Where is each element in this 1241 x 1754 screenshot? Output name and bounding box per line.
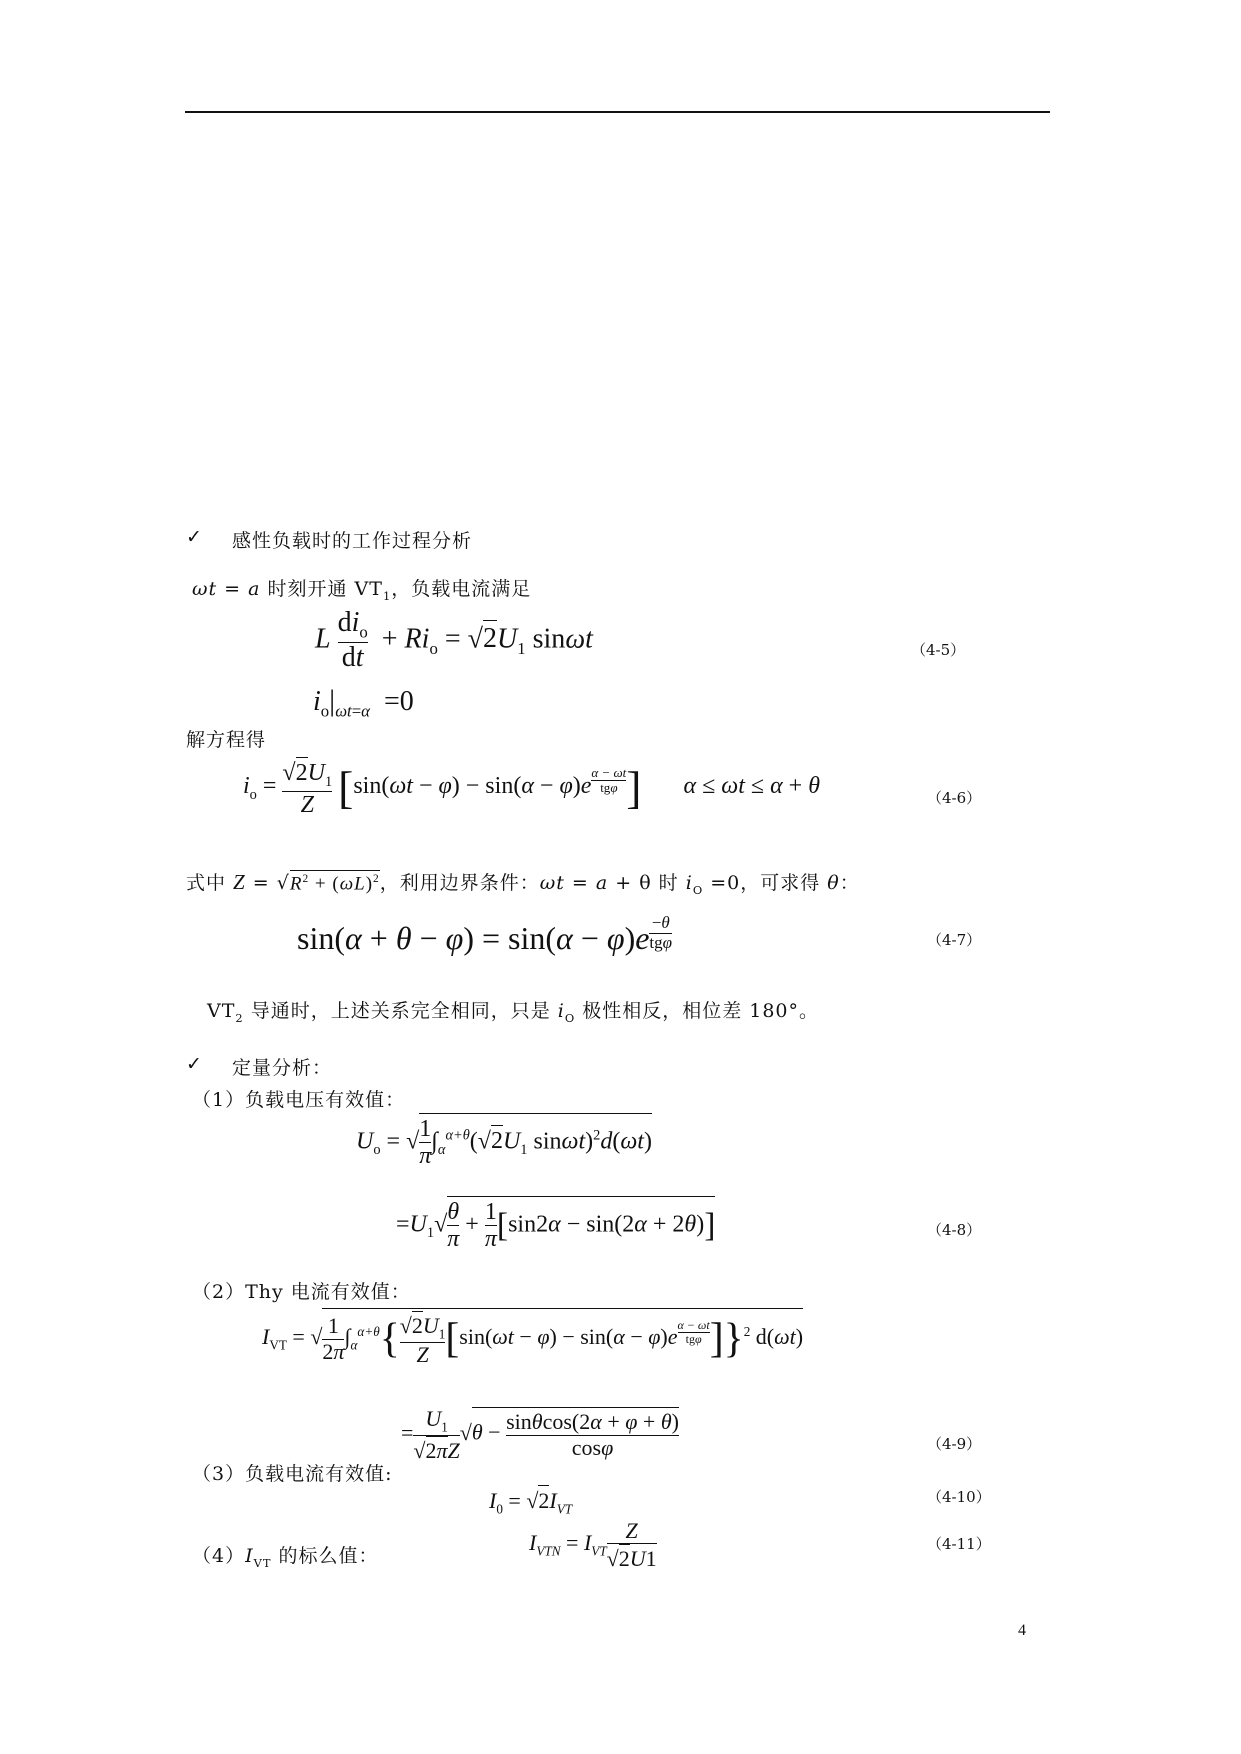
- equation-4-5a: L $\frac{di_o}{dt}$ + $Ri_o = √2U_1$ sinωt: [315, 607, 593, 674]
- equation-number-4-9: （4-9）: [927, 1435, 982, 1453]
- equation-number-4-10: （4-10）: [927, 1488, 991, 1506]
- item-2-label: （2）Thy 电流有效值：: [192, 1281, 411, 1303]
- equation-number-4-8: （4-8）: [927, 1221, 982, 1239]
- section-title-quant: 定量分析：: [232, 1057, 333, 1079]
- equation-4-5b: $i_o|_{\omega t=\alpha} =0$: [313, 684, 414, 721]
- item-1-label: （1）负载电压有效值：: [192, 1089, 406, 1111]
- vt2-line: $VT_2$ 导通时，上述关系完全相同，只是 $i_O$ 极性相反，相位差 180°。: [207, 1000, 820, 1025]
- solve-line: 解方程得: [186, 729, 267, 751]
- equation-4-6: $i_o$ = $\frac{√2U_1}{Z}$ [sin(ωt − φ) − sin(α − φ)e $^{\frac{\alpha - \omega t}{\text{tgφ}}}$ ] α ≤ ωt ≤ α + θ: [243, 757, 820, 818]
- header-rule: [185, 111, 1050, 113]
- equation-number-4-11: （4-11）: [927, 1535, 991, 1553]
- item-3-label: （3）负载电流有效值:: [192, 1463, 393, 1485]
- where-line: 式中 $Z = √R^2 + (\omega L)^2$，利用边界条件：ωt = a + θ 时 $i_O =0$，可求得 θ：: [186, 870, 860, 897]
- equation-4-9a: $I_{VT}$ = √ $\frac{1}{2\pi}$ $\int_\alpha^{\alpha+\theta}${ $\frac{√2U_1}{Z}$ [sin(ωt − φ) − sin(α − φ)e $^{\frac{\alpha - \omega t}{\text{tgφ}}}$ ]}$^2$ d(ωt): [262, 1308, 803, 1367]
- equation-4-11: $I_{VTN} = I_{VT}$ $\frac{Z}{√2U1}$: [529, 1518, 657, 1572]
- equation-number-4-6: （4-6）: [927, 789, 982, 807]
- item-4-label: $(4)I_{VT}$ 的标么值：: [192, 1545, 379, 1570]
- equation-number-4-7: （4-7）: [927, 931, 982, 949]
- check-icon: ✓: [186, 526, 202, 548]
- check-icon-2: ✓: [186, 1053, 202, 1075]
- equation-4-7: sin(α + θ − φ) = sin(α − φ)e $^{\frac{-\theta}{\text{tgφ}}}$: [297, 913, 673, 956]
- equation-number-4-5: （4-5）: [911, 641, 966, 659]
- page-number: 4: [1018, 1622, 1026, 1639]
- equation-4-10: $I_0 = √2I_{VT}$: [489, 1485, 572, 1517]
- wt-line: ωt = a 时刻开通 $VT_1$，负载电流满足: [192, 578, 532, 603]
- section-title-inductive: 感性负载时的工作过程分析: [232, 530, 473, 552]
- equation-4-8b: $=U_1√$ $\frac{\theta}{\pi}$ + $\frac{1}{\pi}$ [sin2α − sin(2α + 2θ)]: [396, 1196, 715, 1253]
- equation-4-8a: $U_o$ = √ $\frac{1}{\pi}$ $\int_\alpha^{\alpha+\theta}(√2U_1$ sinωt)$^2$d(ωt): [356, 1113, 652, 1170]
- equation-4-9b: = $\frac{U_1}{√2\pi Z}$ √θ − $\frac{\sin\theta\cos(2\alpha + \varphi + \theta)}{\cos\varphi}$: [401, 1406, 679, 1463]
